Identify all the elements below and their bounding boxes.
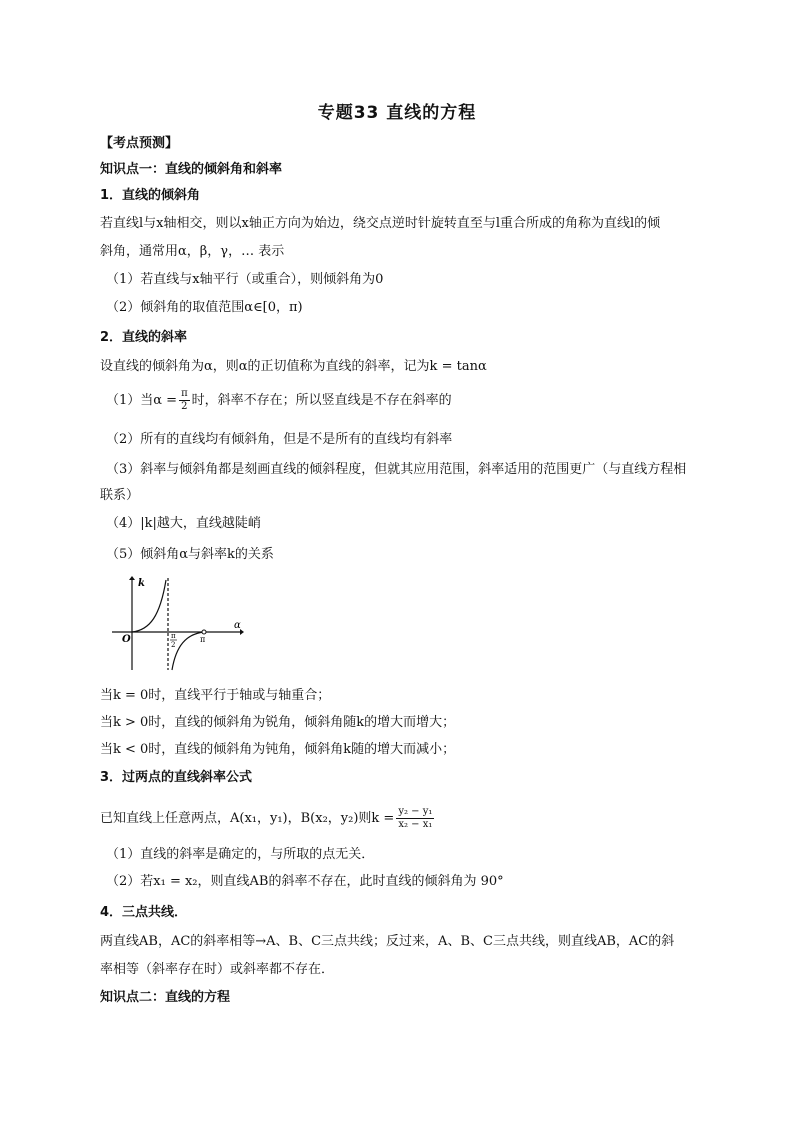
fraction-numerator: y₂ − y₁ <box>398 806 433 817</box>
list-item: （1）若直线与x轴平行（或重合），则倾斜角为0 <box>106 272 384 287</box>
subheading-two-point-slope: 3．过两点的直线斜率公式 <box>100 770 253 785</box>
list-item: （4）|k|越大，直线越陡峭 <box>106 516 261 531</box>
text-fragment: 时，斜率不存在；所以竖直线是不存在斜率的 <box>191 393 452 408</box>
paragraph-line: 率相等（斜率存在时）或斜率都不存在． <box>100 962 335 977</box>
text-fragment: （1）当α = <box>106 393 178 408</box>
paragraph-line: 设直线的倾斜角为α，则α的正切值称为直线的斜率，记为k = tanα <box>100 359 487 374</box>
list-item: （1）直线的斜率是确定的，与所取的点无关． <box>106 847 375 862</box>
list-item <box>106 388 736 413</box>
paragraph-line: 当k < 0时，直线的倾斜角为钝角，倾斜角k随的增大而减小； <box>100 742 456 757</box>
knowledge-point-1-heading: 知识点一：直线的倾斜角和斜率 <box>100 162 283 177</box>
paragraph-line: 斜角，通常用α，β，γ，… 表示 <box>100 244 285 259</box>
tick-pi-label: π <box>200 635 206 644</box>
tick-half-pi-numerator: π <box>171 632 176 640</box>
list-item: （2）所有的直线均有倾斜角，但是不是所有的直线均有斜率 <box>106 432 453 447</box>
fraction-pi-over-2 <box>179 388 190 413</box>
slope-vs-angle-graph <box>112 576 244 672</box>
tick-half-pi-denominator: 2 <box>171 641 176 649</box>
page-title: 专题33 直线的方程 <box>317 103 477 123</box>
paragraph-line: 若直线l与x轴相交，则以x轴正方向为始边，绕交点逆时针旋转直至与l重合所成的角称为直线l的倾 <box>100 216 661 231</box>
x-axis-label: α <box>234 620 241 631</box>
text-fragment: 已知直线上任意两点，A(x₁，y₁)，B(x₂，y₂)则k = <box>100 811 395 826</box>
fraction-denominator: x₂ − x₁ <box>398 819 433 830</box>
section-header: 【考点预测】 <box>100 136 179 151</box>
fraction-slope-formula <box>396 806 434 831</box>
list-item: （5）倾斜角α与斜率k的关系 <box>106 547 274 562</box>
list-item: （2）倾斜角的取值范围α∈[0，π) <box>106 300 303 315</box>
paragraph-line: 联系） <box>100 488 140 503</box>
y-axis-arrow-icon <box>129 576 135 580</box>
open-point-at-pi <box>202 630 206 634</box>
fraction-numerator: π <box>181 388 188 399</box>
list-item: （2）若x₁ = x₂，则直线AB的斜率不存在，此时直线的倾斜角为 90° <box>106 874 504 889</box>
subheading-collinear: 4．三点共线． <box>100 905 188 920</box>
paragraph-line <box>100 806 730 831</box>
fraction-denominator: 2 <box>181 401 188 412</box>
knowledge-point-2-heading: 知识点二：直线的方程 <box>100 990 231 1005</box>
paragraph-line: 当k = 0时，直线平行于轴或与轴重合； <box>100 688 331 703</box>
paragraph-line: 两直线AB，AC的斜率相等→A、B、C三点共线；反过来，A、B、C三点共线，则直线AB，AC的斜 <box>100 934 675 949</box>
subheading-inclination-angle: 1．直线的倾斜角 <box>100 188 201 203</box>
subheading-slope: 2．直线的斜率 <box>100 330 188 345</box>
origin-label: O <box>122 634 131 645</box>
list-item: （3）斜率与倾斜角都是刻画直线的倾斜程度，但就其应用范围，斜率适用的范围更广（与直线方程相 <box>106 462 687 477</box>
y-axis-label: k <box>138 578 145 589</box>
paragraph-line: 当k > 0时，直线的倾斜角为锐角，倾斜角随k的增大而增大； <box>100 715 456 730</box>
